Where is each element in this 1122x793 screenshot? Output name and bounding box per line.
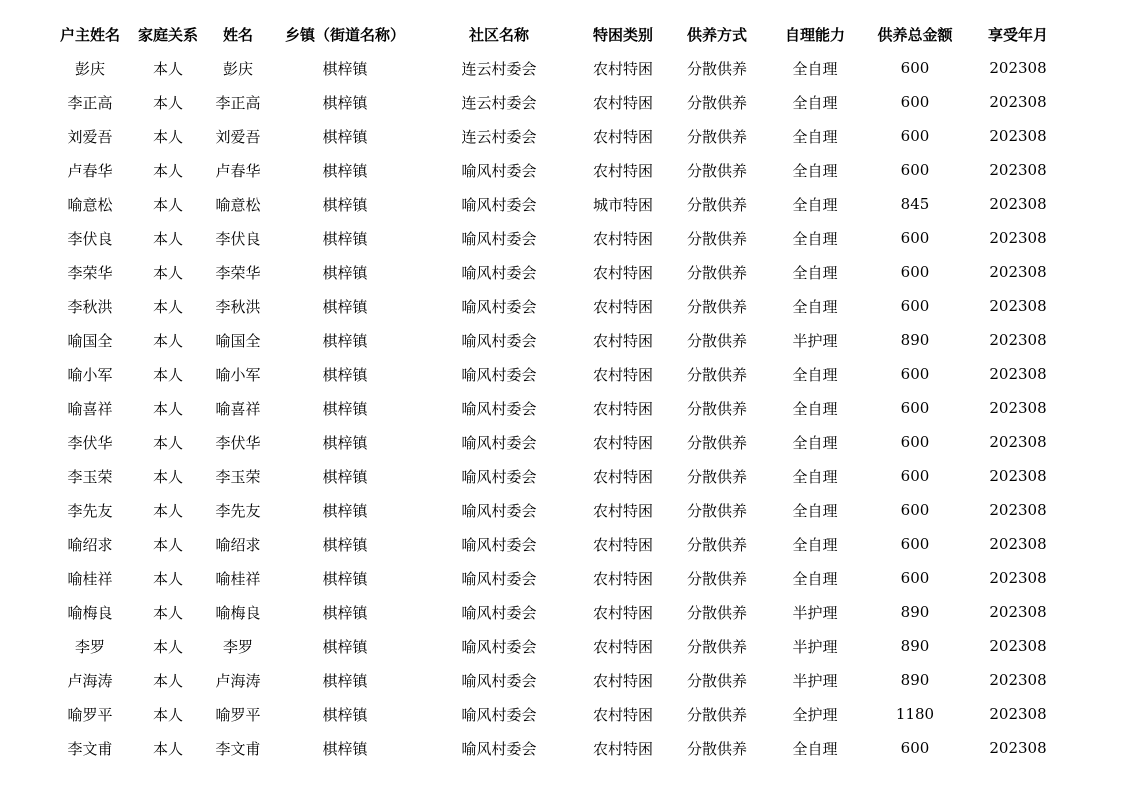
table-header-row [50, 17, 1070, 51]
cell-hardship-category: 农村特困 [592, 297, 653, 316]
cell-community-name: 喻风村委会 [461, 331, 537, 350]
cell-hardship-category: 农村特困 [592, 59, 653, 78]
cell-name: 喻绍求 [215, 535, 261, 554]
cell-total-support-amount: 600 [900, 365, 930, 383]
cell-family-relation: 本人 [152, 399, 183, 418]
cell-effective-month: 202308 [989, 127, 1047, 145]
cell-total-support-amount: 600 [900, 127, 930, 145]
cell-name: 喻罗平 [215, 705, 261, 724]
cell-total-support-amount: 600 [900, 739, 930, 757]
cell-community-name: 喻风村委会 [461, 467, 537, 486]
cell-self-care-ability: 全自理 [792, 195, 838, 214]
cell-family-relation: 本人 [152, 127, 183, 146]
cell-support-method: 分散供养 [686, 93, 747, 112]
cell-township: 棋梓镇 [322, 671, 368, 690]
cell-township: 棋梓镇 [322, 433, 368, 452]
cell-support-method: 分散供养 [686, 637, 747, 656]
cell-household-head-name: 李伏良 [67, 229, 113, 248]
cell-support-method: 分散供养 [686, 263, 747, 282]
cell-household-head-name: 喻绍求 [67, 535, 113, 554]
cell-hardship-category: 农村特困 [592, 331, 653, 350]
cell-total-support-amount: 600 [900, 433, 930, 451]
cell-effective-month: 202308 [989, 467, 1047, 485]
cell-township: 棋梓镇 [322, 263, 368, 282]
cell-household-head-name: 卢春华 [67, 161, 113, 180]
cell-support-method: 分散供养 [686, 59, 747, 78]
cell-support-method: 分散供养 [686, 501, 747, 520]
cell-township: 棋梓镇 [322, 331, 368, 350]
cell-total-support-amount: 600 [900, 467, 930, 485]
cell-support-method: 分散供养 [686, 229, 747, 248]
cell-household-head-name: 李文甫 [67, 739, 113, 758]
cell-community-name: 喻风村委会 [461, 263, 537, 282]
cell-name: 李文甫 [215, 739, 261, 758]
cell-hardship-category: 农村特困 [592, 365, 653, 384]
cell-household-head-name: 喻梅良 [67, 603, 113, 622]
cell-township: 棋梓镇 [322, 195, 368, 214]
cell-hardship-category: 农村特困 [592, 433, 653, 452]
cell-self-care-ability: 全自理 [792, 297, 838, 316]
cell-effective-month: 202308 [989, 637, 1047, 655]
table-row [50, 289, 1070, 323]
cell-effective-month: 202308 [989, 535, 1047, 553]
cell-township: 棋梓镇 [322, 127, 368, 146]
cell-total-support-amount: 890 [900, 603, 930, 621]
cell-support-method: 分散供养 [686, 535, 747, 554]
cell-hardship-category: 农村特困 [592, 399, 653, 418]
cell-township: 棋梓镇 [322, 229, 368, 248]
cell-community-name: 喻风村委会 [461, 671, 537, 690]
cell-name: 刘爱吾 [215, 127, 261, 146]
cell-effective-month: 202308 [989, 501, 1047, 519]
cell-community-name: 喻风村委会 [461, 365, 537, 384]
cell-name: 李正高 [215, 93, 261, 112]
cell-name: 喻小军 [215, 365, 261, 384]
cell-self-care-ability: 半护理 [792, 671, 838, 690]
cell-township: 棋梓镇 [322, 161, 368, 180]
cell-household-head-name: 喻意松 [67, 195, 113, 214]
cell-family-relation: 本人 [152, 161, 183, 180]
cell-effective-month: 202308 [989, 365, 1047, 383]
cell-township: 棋梓镇 [322, 637, 368, 656]
cell-name: 李玉荣 [215, 467, 261, 486]
cell-support-method: 分散供养 [686, 365, 747, 384]
cell-hardship-category: 农村特困 [592, 161, 653, 180]
cell-effective-month: 202308 [989, 705, 1047, 723]
cell-household-head-name: 李正高 [67, 93, 113, 112]
cell-community-name: 喻风村委会 [461, 433, 537, 452]
cell-effective-month: 202308 [989, 59, 1047, 77]
cell-community-name: 喻风村委会 [461, 603, 537, 622]
cell-household-head-name: 李先友 [67, 501, 113, 520]
cell-self-care-ability: 全自理 [792, 229, 838, 248]
cell-self-care-ability: 全自理 [792, 127, 838, 146]
cell-hardship-category: 农村特困 [592, 705, 653, 724]
cell-township: 棋梓镇 [322, 467, 368, 486]
cell-household-head-name: 喻喜祥 [67, 399, 113, 418]
cell-self-care-ability: 全自理 [792, 59, 838, 78]
table-row [50, 493, 1070, 527]
cell-support-method: 分散供养 [686, 569, 747, 588]
table-row [50, 51, 1070, 85]
cell-family-relation: 本人 [152, 705, 183, 724]
table-row [50, 697, 1070, 731]
cell-name: 李罗 [222, 637, 253, 656]
cell-family-relation: 本人 [152, 637, 183, 656]
cell-effective-month: 202308 [989, 671, 1047, 689]
cell-community-name: 喻风村委会 [461, 535, 537, 554]
cell-hardship-category: 城市特困 [592, 195, 653, 214]
cell-effective-month: 202308 [989, 739, 1047, 757]
table-body [50, 51, 1070, 765]
cell-community-name: 连云村委会 [461, 93, 537, 112]
cell-name: 彭庆 [222, 59, 253, 78]
cell-name: 喻喜祥 [215, 399, 261, 418]
cell-household-head-name: 喻桂祥 [67, 569, 113, 588]
cell-effective-month: 202308 [989, 229, 1047, 247]
table-row [50, 119, 1070, 153]
cell-township: 棋梓镇 [322, 569, 368, 588]
cell-household-head-name: 李秋洪 [67, 297, 113, 316]
cell-total-support-amount: 600 [900, 535, 930, 553]
cell-effective-month: 202308 [989, 603, 1047, 621]
cell-total-support-amount: 600 [900, 161, 930, 179]
cell-community-name: 喻风村委会 [461, 501, 537, 520]
cell-community-name: 喻风村委会 [461, 705, 537, 724]
cell-support-method: 分散供养 [686, 433, 747, 452]
cell-household-head-name: 李伏华 [67, 433, 113, 452]
cell-self-care-ability: 半护理 [792, 331, 838, 350]
cell-effective-month: 202308 [989, 433, 1047, 451]
cell-township: 棋梓镇 [322, 535, 368, 554]
table-row [50, 663, 1070, 697]
cell-total-support-amount: 600 [900, 399, 930, 417]
cell-support-method: 分散供养 [686, 297, 747, 316]
cell-name: 卢海涛 [215, 671, 261, 690]
cell-self-care-ability: 全自理 [792, 399, 838, 418]
cell-township: 棋梓镇 [322, 501, 368, 520]
cell-self-care-ability: 全自理 [792, 433, 838, 452]
cell-family-relation: 本人 [152, 331, 183, 350]
cell-household-head-name: 卢海涛 [67, 671, 113, 690]
table-row [50, 153, 1070, 187]
cell-effective-month: 202308 [989, 569, 1047, 587]
table-row [50, 323, 1070, 357]
cell-family-relation: 本人 [152, 93, 183, 112]
cell-total-support-amount: 600 [900, 93, 930, 111]
cell-hardship-category: 农村特困 [592, 739, 653, 758]
cell-household-head-name: 李荣华 [67, 263, 113, 282]
cell-total-support-amount: 600 [900, 263, 930, 281]
cell-township: 棋梓镇 [322, 705, 368, 724]
header-hardship-category: 特困类别 [592, 25, 653, 44]
table-row [50, 459, 1070, 493]
cell-name: 李荣华 [215, 263, 261, 282]
cell-family-relation: 本人 [152, 603, 183, 622]
cell-family-relation: 本人 [152, 739, 183, 758]
table-row [50, 595, 1070, 629]
cell-township: 棋梓镇 [322, 93, 368, 112]
cell-community-name: 连云村委会 [461, 127, 537, 146]
cell-total-support-amount: 890 [900, 637, 930, 655]
cell-self-care-ability: 半护理 [792, 637, 838, 656]
cell-hardship-category: 农村特困 [592, 467, 653, 486]
table-row [50, 255, 1070, 289]
cell-effective-month: 202308 [989, 399, 1047, 417]
cell-household-head-name: 喻小军 [67, 365, 113, 384]
cell-name: 李秋洪 [215, 297, 261, 316]
table-row [50, 85, 1070, 119]
cell-self-care-ability: 全自理 [792, 263, 838, 282]
cell-total-support-amount: 600 [900, 501, 930, 519]
cell-family-relation: 本人 [152, 229, 183, 248]
cell-self-care-ability: 半护理 [792, 603, 838, 622]
cell-self-care-ability: 全自理 [792, 365, 838, 384]
table-row [50, 187, 1070, 221]
cell-self-care-ability: 全自理 [792, 535, 838, 554]
cell-township: 棋梓镇 [322, 59, 368, 78]
table-row [50, 391, 1070, 425]
cell-name: 喻桂祥 [215, 569, 261, 588]
cell-hardship-category: 农村特困 [592, 603, 653, 622]
cell-self-care-ability: 全自理 [792, 467, 838, 486]
cell-name: 李伏华 [215, 433, 261, 452]
cell-household-head-name: 刘爱吾 [67, 127, 113, 146]
cell-total-support-amount: 1180 [895, 705, 935, 723]
table-row [50, 527, 1070, 561]
table-row [50, 357, 1070, 391]
cell-household-head-name: 喻罗平 [67, 705, 113, 724]
cell-household-head-name: 喻国全 [67, 331, 113, 350]
cell-effective-month: 202308 [989, 195, 1047, 213]
table-row [50, 561, 1070, 595]
cell-name: 卢春华 [215, 161, 261, 180]
cell-name: 李伏良 [215, 229, 261, 248]
cell-self-care-ability: 全自理 [792, 93, 838, 112]
cell-name: 李先友 [215, 501, 261, 520]
cell-self-care-ability: 全自理 [792, 501, 838, 520]
table-row [50, 425, 1070, 459]
table-row [50, 629, 1070, 663]
cell-hardship-category: 农村特困 [592, 501, 653, 520]
cell-community-name: 喻风村委会 [461, 297, 537, 316]
cell-name: 喻意松 [215, 195, 261, 214]
cell-family-relation: 本人 [152, 467, 183, 486]
cell-total-support-amount: 600 [900, 59, 930, 77]
cell-effective-month: 202308 [989, 297, 1047, 315]
table-row [50, 221, 1070, 255]
cell-total-support-amount: 600 [900, 569, 930, 587]
cell-family-relation: 本人 [152, 59, 183, 78]
cell-hardship-category: 农村特困 [592, 229, 653, 248]
cell-township: 棋梓镇 [322, 739, 368, 758]
cell-support-method: 分散供养 [686, 331, 747, 350]
cell-self-care-ability: 全护理 [792, 705, 838, 724]
cell-hardship-category: 农村特困 [592, 637, 653, 656]
table-row [50, 731, 1070, 765]
header-community-name: 社区名称 [468, 25, 529, 44]
cell-community-name: 喻风村委会 [461, 739, 537, 758]
beneficiary-table [50, 17, 1070, 765]
cell-township: 棋梓镇 [322, 399, 368, 418]
cell-support-method: 分散供养 [686, 739, 747, 758]
header-effective-month: 享受年月 [987, 25, 1048, 44]
cell-community-name: 喻风村委会 [461, 229, 537, 248]
cell-support-method: 分散供养 [686, 603, 747, 622]
cell-self-care-ability: 全自理 [792, 569, 838, 588]
cell-support-method: 分散供养 [686, 195, 747, 214]
cell-family-relation: 本人 [152, 535, 183, 554]
cell-family-relation: 本人 [152, 195, 183, 214]
header-support-method: 供养方式 [686, 25, 747, 44]
cell-family-relation: 本人 [152, 263, 183, 282]
cell-support-method: 分散供养 [686, 161, 747, 180]
cell-effective-month: 202308 [989, 331, 1047, 349]
cell-total-support-amount: 600 [900, 229, 930, 247]
cell-township: 棋梓镇 [322, 603, 368, 622]
cell-family-relation: 本人 [152, 671, 183, 690]
cell-hardship-category: 农村特困 [592, 535, 653, 554]
cell-community-name: 喻风村委会 [461, 569, 537, 588]
header-family-relation: 家庭关系 [137, 25, 198, 44]
header-name: 姓名 [222, 25, 253, 44]
cell-family-relation: 本人 [152, 297, 183, 316]
cell-household-head-name: 李罗 [74, 637, 105, 656]
cell-total-support-amount: 890 [900, 331, 930, 349]
cell-community-name: 喻风村委会 [461, 195, 537, 214]
cell-community-name: 喻风村委会 [461, 637, 537, 656]
cell-hardship-category: 农村特困 [592, 569, 653, 588]
cell-support-method: 分散供养 [686, 399, 747, 418]
cell-family-relation: 本人 [152, 433, 183, 452]
cell-family-relation: 本人 [152, 569, 183, 588]
header-self-care-ability: 自理能力 [784, 25, 845, 44]
cell-community-name: 喻风村委会 [461, 399, 537, 418]
cell-support-method: 分散供养 [686, 705, 747, 724]
header-total-support-amount: 供养总金额 [877, 25, 953, 44]
cell-self-care-ability: 全自理 [792, 739, 838, 758]
cell-support-method: 分散供养 [686, 467, 747, 486]
cell-total-support-amount: 890 [900, 671, 930, 689]
cell-hardship-category: 农村特困 [592, 93, 653, 112]
cell-effective-month: 202308 [989, 161, 1047, 179]
cell-family-relation: 本人 [152, 365, 183, 384]
cell-hardship-category: 农村特困 [592, 127, 653, 146]
cell-family-relation: 本人 [152, 501, 183, 520]
cell-township: 棋梓镇 [322, 297, 368, 316]
cell-total-support-amount: 600 [900, 297, 930, 315]
cell-community-name: 喻风村委会 [461, 161, 537, 180]
cell-community-name: 连云村委会 [461, 59, 537, 78]
cell-name: 喻国全 [215, 331, 261, 350]
cell-support-method: 分散供养 [686, 671, 747, 690]
cell-household-head-name: 彭庆 [74, 59, 105, 78]
header-township: 乡镇（街道名称） [284, 25, 405, 44]
cell-name: 喻梅良 [215, 603, 261, 622]
cell-hardship-category: 农村特困 [592, 263, 653, 282]
cell-effective-month: 202308 [989, 263, 1047, 281]
cell-township: 棋梓镇 [322, 365, 368, 384]
cell-effective-month: 202308 [989, 93, 1047, 111]
cell-support-method: 分散供养 [686, 127, 747, 146]
cell-household-head-name: 李玉荣 [67, 467, 113, 486]
cell-total-support-amount: 845 [900, 195, 930, 213]
cell-hardship-category: 农村特困 [592, 671, 653, 690]
header-household-head-name: 户主姓名 [59, 25, 120, 44]
cell-self-care-ability: 全自理 [792, 161, 838, 180]
